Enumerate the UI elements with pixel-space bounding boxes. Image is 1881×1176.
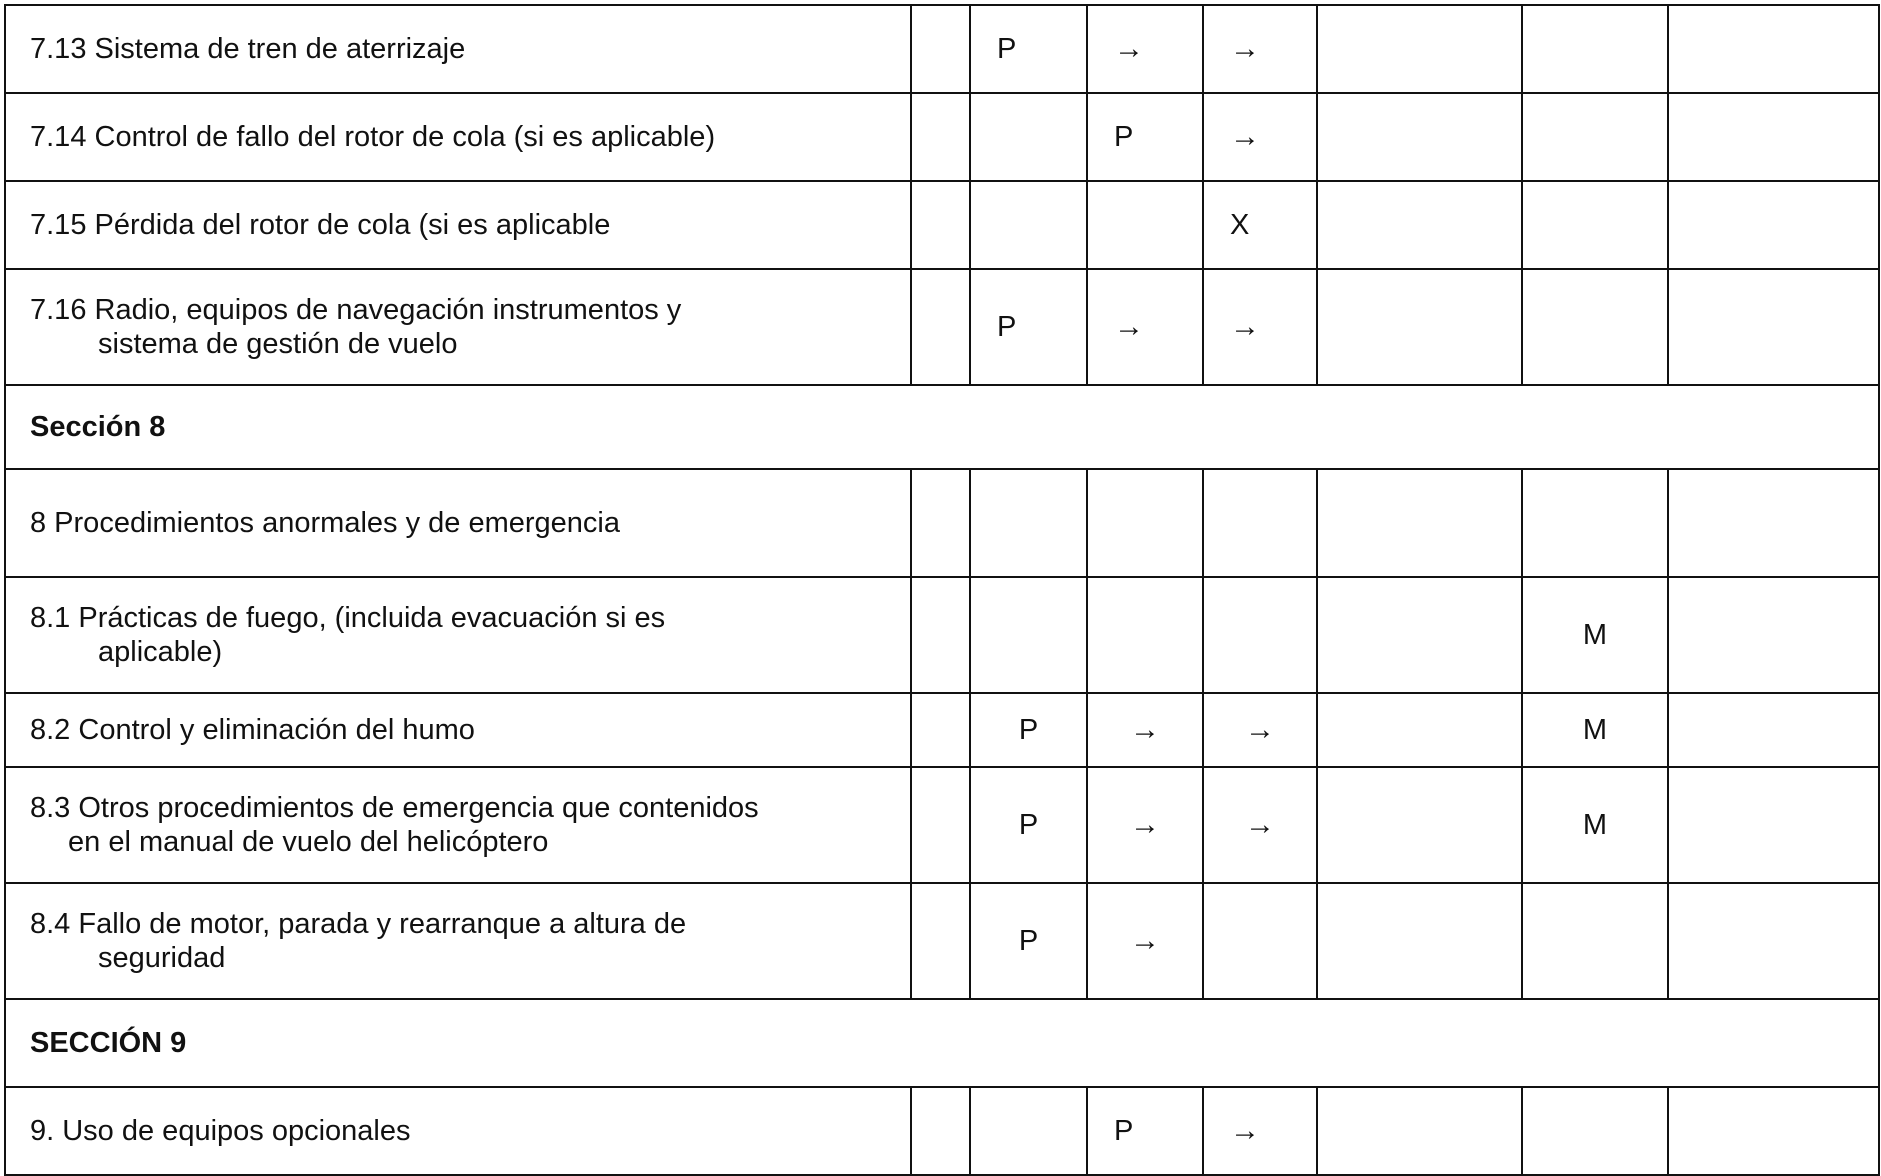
mark-cell-col2: P bbox=[970, 883, 1087, 999]
mark-cell-col2 bbox=[970, 577, 1087, 693]
mark-cell-col6 bbox=[1522, 181, 1668, 269]
mark-cell-col2 bbox=[970, 469, 1087, 577]
mark-cell-col5 bbox=[1317, 767, 1522, 883]
mark-cell-col5 bbox=[1317, 693, 1522, 767]
item-text: 8.4 Fallo de motor, parada y rearranque a altura de bbox=[30, 908, 687, 940]
item-text-continued: seguridad bbox=[98, 942, 226, 974]
item-description bbox=[5, 93, 911, 181]
mark-cell-col1 bbox=[911, 93, 970, 181]
mark-cell-col4: → bbox=[1203, 767, 1317, 883]
mark-cell-col7 bbox=[1668, 181, 1879, 269]
item-text: 7.14 Control de fallo del rotor de cola (si es aplicable) bbox=[30, 121, 716, 153]
mark-cell-col7 bbox=[1668, 1087, 1879, 1175]
mark-cell-col2 bbox=[970, 93, 1087, 181]
mark-cell-col1 bbox=[911, 693, 970, 767]
mark-cell-col7 bbox=[1668, 5, 1879, 93]
mark-cell-col4: → bbox=[1203, 269, 1317, 385]
mark-cell-col5 bbox=[1317, 1087, 1522, 1175]
mark-cell-col3 bbox=[1087, 181, 1203, 269]
item-description bbox=[5, 469, 911, 577]
mark-cell-col4: → bbox=[1203, 1087, 1317, 1175]
mark-cell-col2 bbox=[970, 181, 1087, 269]
mark-cell-col6 bbox=[1522, 1087, 1668, 1175]
item-description bbox=[5, 693, 911, 767]
mark-cell-col4 bbox=[1203, 577, 1317, 693]
item-description bbox=[5, 883, 911, 999]
mark-cell-col4: → bbox=[1203, 93, 1317, 181]
mark-cell-col4 bbox=[1203, 469, 1317, 577]
table-row bbox=[5, 693, 1879, 767]
mark-cell-col6 bbox=[1522, 269, 1668, 385]
mark-cell-col7 bbox=[1668, 883, 1879, 999]
item-description bbox=[5, 577, 911, 693]
mark-cell-col5 bbox=[1317, 5, 1522, 93]
mark-cell-col3 bbox=[1087, 577, 1203, 693]
table-body bbox=[5, 5, 1879, 1175]
item-description bbox=[5, 767, 911, 883]
item-description bbox=[5, 181, 911, 269]
mark-cell-col5 bbox=[1317, 883, 1522, 999]
mark-cell-col4: → bbox=[1203, 693, 1317, 767]
table-row bbox=[5, 767, 1879, 883]
item-text: 8.2 Control y eliminación del humo bbox=[30, 714, 475, 746]
item-text-continued: aplicable) bbox=[98, 636, 223, 668]
mark-cell-col3: P bbox=[1087, 1087, 1203, 1175]
section-row bbox=[5, 999, 1879, 1087]
item-text: 7.16 Radio, equipos de navegación instrumentos y bbox=[30, 294, 682, 326]
table-row bbox=[5, 1087, 1879, 1175]
mark-cell-col6: M bbox=[1522, 577, 1668, 693]
mark-cell-col3: → bbox=[1087, 693, 1203, 767]
mark-cell-col1 bbox=[911, 5, 970, 93]
table-row bbox=[5, 5, 1879, 93]
item-text: 8.3 Otros procedimientos de emergencia que contenidos bbox=[30, 792, 759, 824]
mark-cell-col3 bbox=[1087, 469, 1203, 577]
table-row bbox=[5, 269, 1879, 385]
item-text: 7.15 Pérdida del rotor de cola (si es aplicable bbox=[30, 209, 611, 241]
mark-cell-col6 bbox=[1522, 93, 1668, 181]
item-description bbox=[5, 269, 911, 385]
item-text: 7.13 Sistema de tren de aterrizaje bbox=[30, 33, 466, 65]
table-row bbox=[5, 883, 1879, 999]
section-heading: Sección 8 bbox=[5, 385, 1879, 469]
mark-cell-col2: P bbox=[970, 767, 1087, 883]
mark-cell-col1 bbox=[911, 767, 970, 883]
table-row bbox=[5, 577, 1879, 693]
mark-cell-col4 bbox=[1203, 883, 1317, 999]
mark-cell-col7 bbox=[1668, 93, 1879, 181]
mark-cell-col5 bbox=[1317, 469, 1522, 577]
mark-cell-col1 bbox=[911, 1087, 970, 1175]
mark-cell-col7 bbox=[1668, 269, 1879, 385]
mark-cell-col6 bbox=[1522, 883, 1668, 999]
table-row bbox=[5, 93, 1879, 181]
item-text: 9. Uso de equipos opcionales bbox=[30, 1115, 411, 1147]
mark-cell-col7 bbox=[1668, 767, 1879, 883]
mark-cell-col7 bbox=[1668, 693, 1879, 767]
mark-cell-col4: → bbox=[1203, 5, 1317, 93]
item-description bbox=[5, 1087, 911, 1175]
mark-cell-col2: P bbox=[970, 693, 1087, 767]
mark-cell-col2: P bbox=[970, 5, 1087, 93]
section-row bbox=[5, 385, 1879, 469]
mark-cell-col7 bbox=[1668, 469, 1879, 577]
item-description bbox=[5, 5, 911, 93]
item-text-continued: en el manual de vuelo del helicóptero bbox=[68, 826, 549, 858]
mark-cell-col3: → bbox=[1087, 5, 1203, 93]
mark-cell-col1 bbox=[911, 577, 970, 693]
mark-cell-col7 bbox=[1668, 577, 1879, 693]
mark-cell-col6 bbox=[1522, 5, 1668, 93]
mark-cell-col3: P bbox=[1087, 93, 1203, 181]
mark-cell-col3: → bbox=[1087, 269, 1203, 385]
mark-cell-col5 bbox=[1317, 181, 1522, 269]
mark-cell-col5 bbox=[1317, 93, 1522, 181]
mark-cell-col1 bbox=[911, 883, 970, 999]
mark-cell-col6: M bbox=[1522, 767, 1668, 883]
mark-cell-col1 bbox=[911, 269, 970, 385]
mark-cell-col6 bbox=[1522, 469, 1668, 577]
mark-cell-col5 bbox=[1317, 577, 1522, 693]
table-row bbox=[5, 181, 1879, 269]
table-row bbox=[5, 469, 1879, 577]
mark-cell-col5 bbox=[1317, 269, 1522, 385]
mark-cell-col3: → bbox=[1087, 883, 1203, 999]
mark-cell-col3: → bbox=[1087, 767, 1203, 883]
training-table bbox=[4, 4, 1880, 1176]
item-text-continued: sistema de gestión de vuelo bbox=[98, 328, 458, 360]
mark-cell-col6: M bbox=[1522, 693, 1668, 767]
mark-cell-col4: X bbox=[1203, 181, 1317, 269]
mark-cell-col2 bbox=[970, 1087, 1087, 1175]
item-text: 8 Procedimientos anormales y de emergencia bbox=[30, 507, 620, 539]
section-heading: SECCIÓN 9 bbox=[5, 999, 1879, 1087]
mark-cell-col2: P bbox=[970, 269, 1087, 385]
mark-cell-col1 bbox=[911, 181, 970, 269]
mark-cell-col1 bbox=[911, 469, 970, 577]
item-text: 8.1 Prácticas de fuego, (incluida evacuación si es bbox=[30, 602, 666, 634]
